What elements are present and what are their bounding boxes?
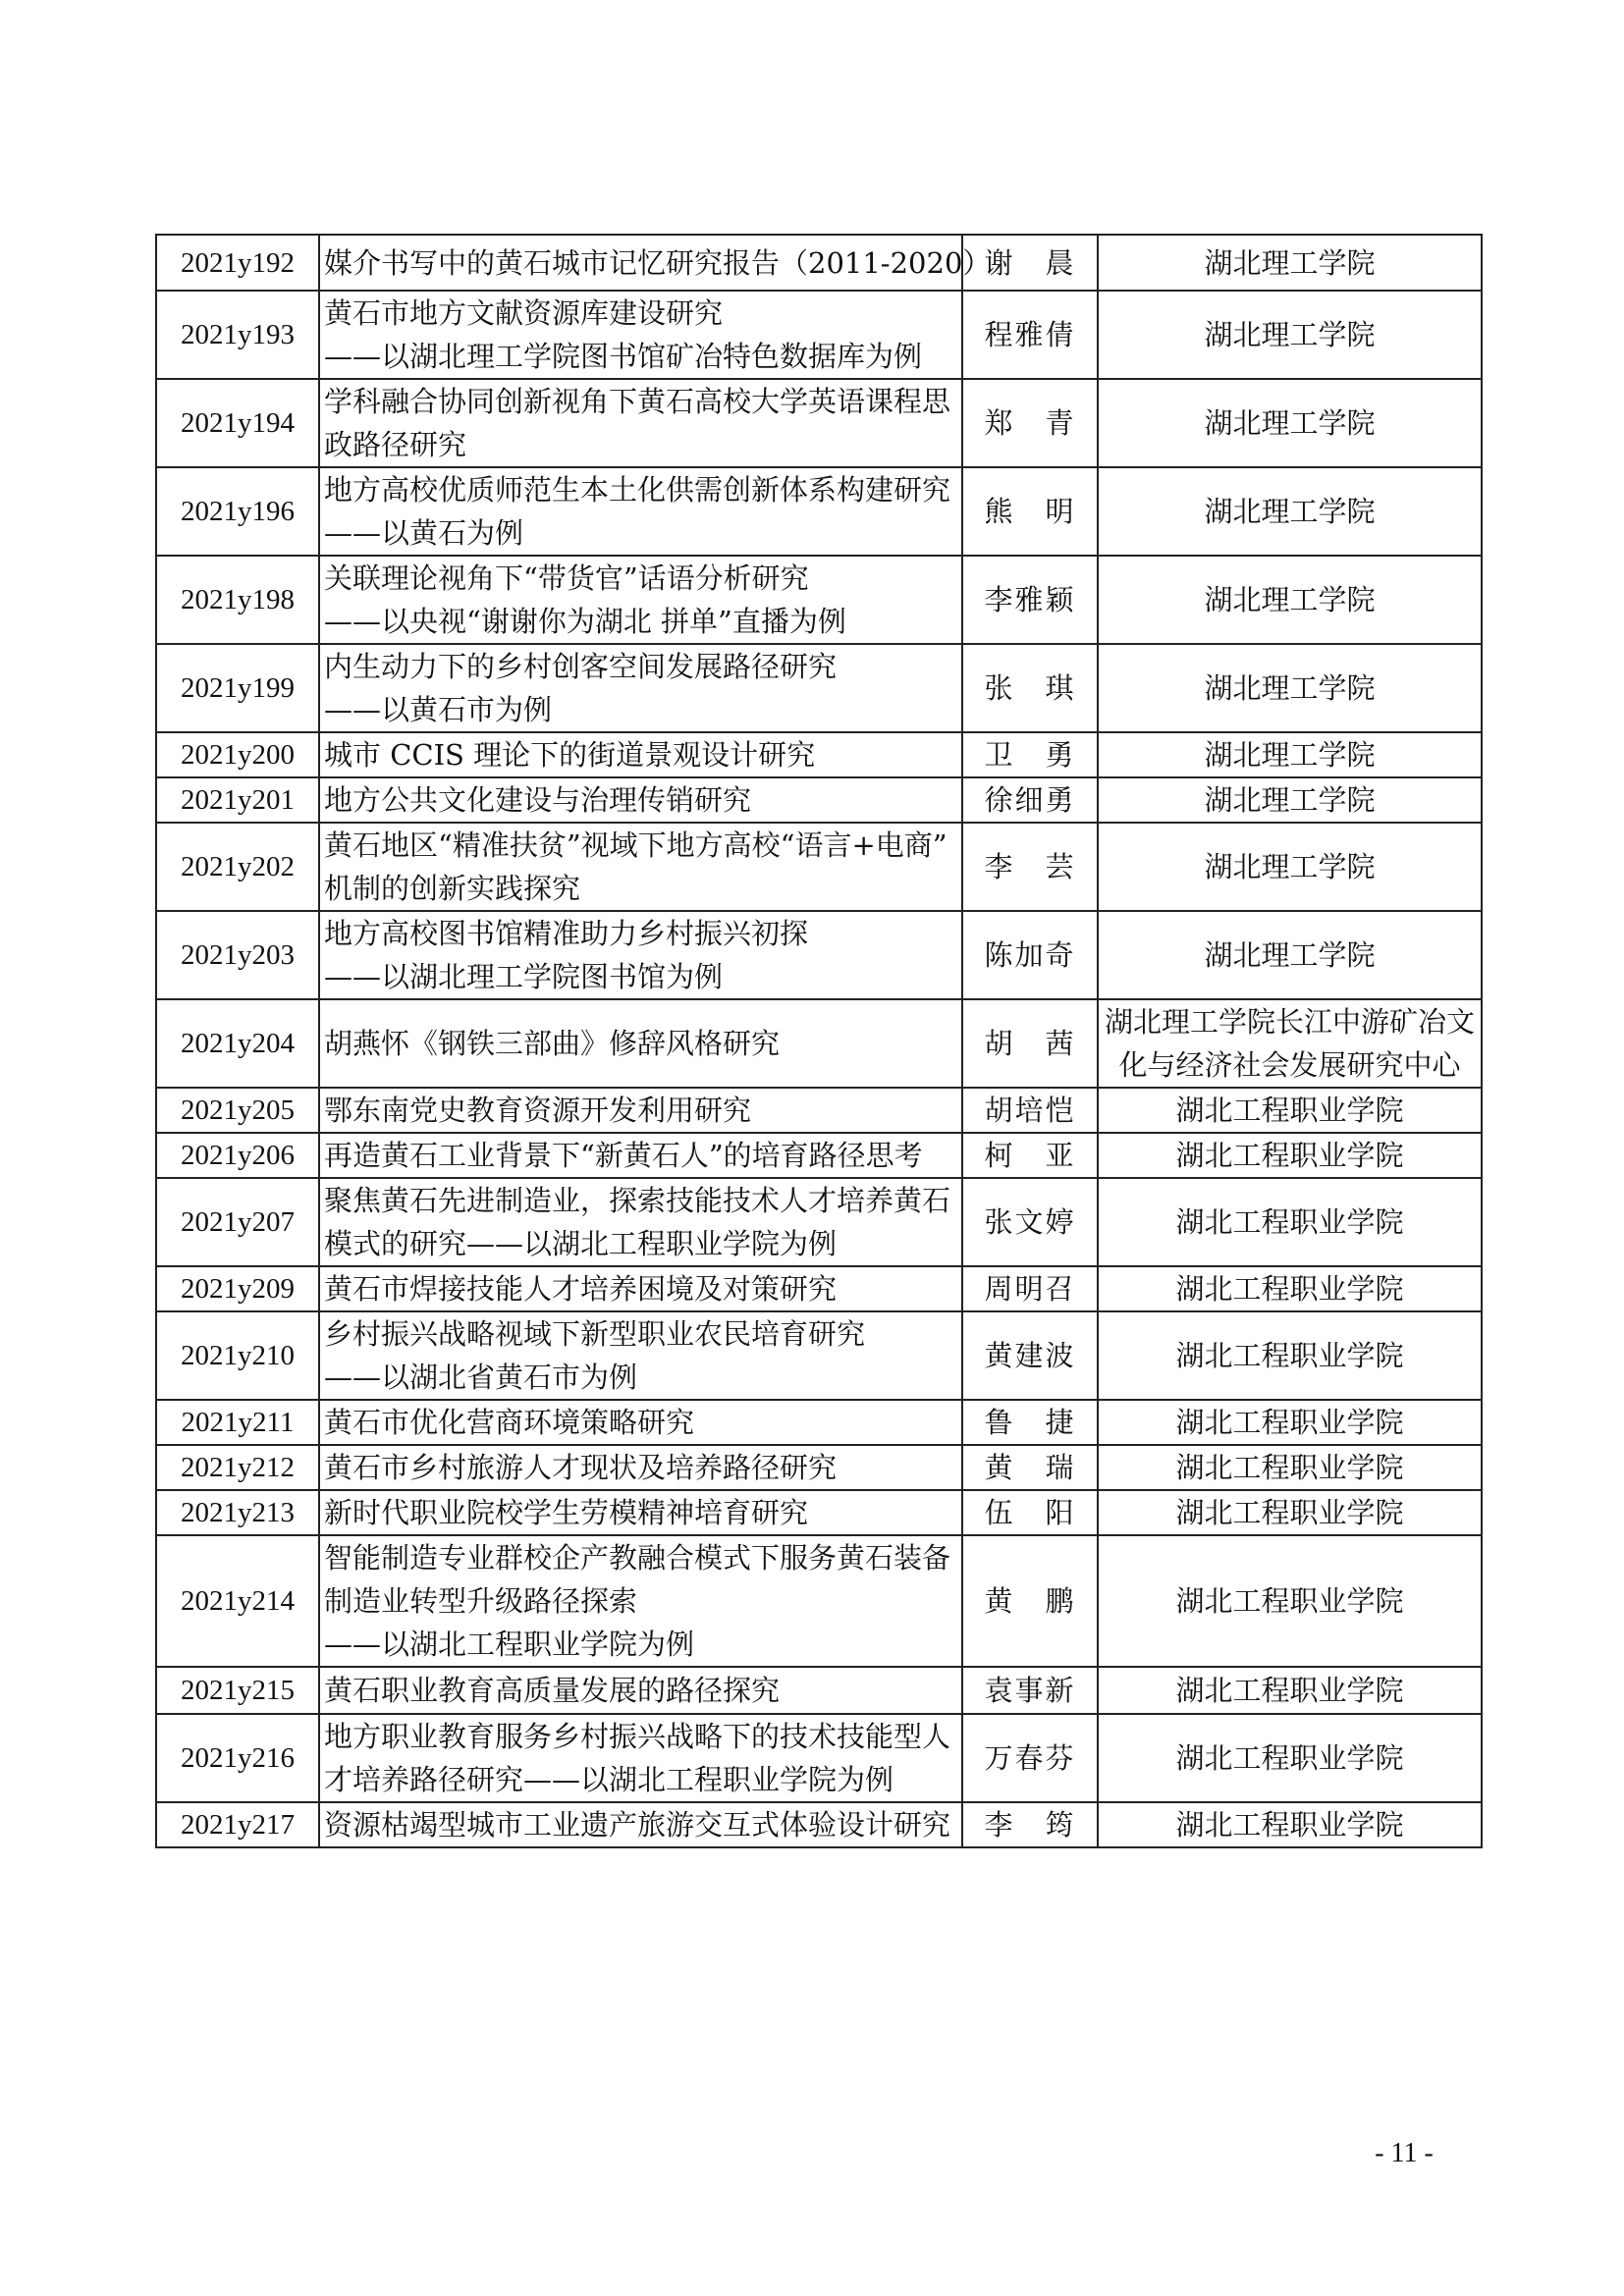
institution-line: 湖北工程职业学院 bbox=[1175, 1496, 1404, 1529]
project-title-cell bbox=[319, 1667, 962, 1714]
institution-cell bbox=[1098, 379, 1482, 467]
project-title-line: 地方高校图书馆精准助力乡村振兴初探 bbox=[324, 917, 809, 950]
institution-line: 湖北理工学院 bbox=[1204, 850, 1376, 883]
institution-line: 湖北工程职业学院 bbox=[1175, 1674, 1404, 1707]
project-title-cell bbox=[319, 1178, 962, 1266]
project-title-cell bbox=[319, 732, 962, 777]
project-title-cell bbox=[319, 379, 962, 467]
institution-line: 湖北工程职业学院 bbox=[1175, 1272, 1404, 1306]
institution-line: 湖北理工学院 bbox=[1204, 783, 1376, 817]
project-id-cell: 2021y209 bbox=[156, 1266, 319, 1311]
institution-cell bbox=[1098, 235, 1482, 291]
project-title-line: 黄石市优化营商环境策略研究 bbox=[324, 1406, 695, 1439]
project-leader-cell: 李 芸 bbox=[962, 823, 1098, 911]
project-leader-cell: 李 筠 bbox=[962, 1802, 1098, 1847]
institution-cell bbox=[1098, 644, 1482, 732]
project-title-cell bbox=[319, 1311, 962, 1400]
table-row bbox=[156, 644, 1482, 732]
table-row bbox=[156, 1714, 1482, 1802]
project-leader-cell: 李雅颖 bbox=[962, 556, 1098, 644]
project-title-cell bbox=[319, 1133, 962, 1178]
project-title-cell bbox=[319, 1400, 962, 1445]
institution-cell bbox=[1098, 1714, 1482, 1802]
project-id-cell: 2021y214 bbox=[156, 1535, 319, 1667]
project-title-line: ——以湖北理工学院图书馆为例 bbox=[324, 960, 724, 993]
institution-line: 湖北工程职业学院 bbox=[1175, 1451, 1404, 1484]
table-row bbox=[156, 291, 1482, 379]
table-row bbox=[156, 1802, 1482, 1847]
institution-cell bbox=[1098, 1802, 1482, 1847]
project-id-cell: 2021y193 bbox=[156, 291, 319, 379]
project-id-cell: 2021y213 bbox=[156, 1490, 319, 1535]
institution-cell bbox=[1098, 467, 1482, 556]
project-title-line: 政路径研究 bbox=[324, 428, 467, 461]
institution-cell bbox=[1098, 823, 1482, 911]
institution-line: 湖北理工学院 bbox=[1204, 318, 1376, 351]
project-title-cell bbox=[319, 467, 962, 556]
institution-cell bbox=[1098, 777, 1482, 823]
project-title-line: 黄石市乡村旅游人才现状及培养路径研究 bbox=[324, 1451, 838, 1484]
institution-cell bbox=[1098, 1266, 1482, 1311]
project-id-cell: 2021y194 bbox=[156, 379, 319, 467]
project-title-cell bbox=[319, 1802, 962, 1847]
project-title-cell bbox=[319, 235, 992, 291]
project-leader-cell: 万春芬 bbox=[962, 1714, 1098, 1802]
project-title-line: 黄石职业教育高质量发展的路径探究 bbox=[324, 1674, 781, 1707]
project-title-line: 再造黄石工业背景下“新黄石人”的培育路径思考 bbox=[324, 1139, 923, 1172]
project-title-line: 地方公共文化建设与治理传销研究 bbox=[324, 783, 752, 817]
project-title-line: 城市 CCIS 理论下的街道景观设计研究 bbox=[324, 738, 816, 772]
table-row bbox=[156, 1490, 1482, 1535]
project-title-cell bbox=[319, 1088, 962, 1133]
table-row bbox=[156, 1667, 1482, 1714]
project-id-cell: 2021y201 bbox=[156, 777, 319, 823]
project-id-cell: 2021y216 bbox=[156, 1714, 319, 1802]
table-row bbox=[156, 556, 1482, 644]
table-row bbox=[156, 1088, 1482, 1133]
project-leader-cell: 熊 明 bbox=[962, 467, 1098, 556]
table-row bbox=[156, 777, 1482, 823]
institution-line: 化与经济社会发展研究中心 bbox=[1118, 1048, 1461, 1082]
project-title-line: 资源枯竭型城市工业遗产旅游交互式体验设计研究 bbox=[324, 1808, 951, 1842]
project-id-cell: 2021y192 bbox=[156, 235, 319, 291]
project-leader-cell: 鲁 捷 bbox=[962, 1400, 1098, 1445]
project-id-cell: 2021y211 bbox=[156, 1400, 319, 1445]
project-id-cell: 2021y196 bbox=[156, 467, 319, 556]
project-leader-cell: 徐细勇 bbox=[962, 777, 1098, 823]
table-row bbox=[156, 732, 1482, 777]
project-title-cell bbox=[319, 1535, 962, 1667]
table-row bbox=[156, 1535, 1482, 1667]
project-title-cell bbox=[319, 291, 962, 379]
project-title-cell bbox=[319, 1714, 962, 1802]
table-row bbox=[156, 235, 1482, 291]
table-row bbox=[156, 823, 1482, 911]
project-title-line: 鄂东南党史教育资源开发利用研究 bbox=[324, 1094, 752, 1127]
institution-cell bbox=[1098, 1311, 1482, 1400]
project-title-line: 胡燕怀《钢铁三部曲》修辞风格研究 bbox=[324, 1027, 781, 1060]
project-leader-cell: 黄 鹏 bbox=[962, 1535, 1098, 1667]
institution-cell bbox=[1098, 1178, 1482, 1266]
project-leader-cell: 程雅倩 bbox=[962, 291, 1098, 379]
project-title-line: 机制的创新实践探究 bbox=[324, 872, 581, 905]
institution-line: 湖北工程职业学院 bbox=[1175, 1406, 1404, 1439]
institution-cell bbox=[1098, 556, 1482, 644]
institution-cell bbox=[1098, 1400, 1482, 1445]
project-title-line: 学科融合协同创新视角下黄石高校大学英语课程思 bbox=[324, 385, 951, 418]
institution-cell bbox=[1098, 911, 1482, 999]
institution-line: 湖北工程职业学院 bbox=[1175, 1205, 1404, 1239]
institution-line: 湖北理工学院 bbox=[1204, 671, 1376, 705]
project-id-cell: 2021y199 bbox=[156, 644, 319, 732]
institution-line: 湖北理工学院 bbox=[1204, 583, 1376, 616]
project-title-line: 黄石市焊接技能人才培养困境及对策研究 bbox=[324, 1272, 838, 1306]
table-row bbox=[156, 1133, 1482, 1178]
institution-line: 湖北工程职业学院 bbox=[1175, 1584, 1404, 1618]
project-id-cell: 2021y206 bbox=[156, 1133, 319, 1178]
project-leader-cell: 黄建波 bbox=[962, 1311, 1098, 1400]
project-title-line: 智能制造专业群校企产教融合模式下服务黄石装备 bbox=[324, 1541, 951, 1575]
project-id-cell: 2021y205 bbox=[156, 1088, 319, 1133]
project-id-cell: 2021y200 bbox=[156, 732, 319, 777]
project-id-cell: 2021y210 bbox=[156, 1311, 319, 1400]
table-row bbox=[156, 379, 1482, 467]
institution-cell bbox=[1098, 1088, 1482, 1133]
project-title-cell bbox=[319, 823, 962, 911]
table-row bbox=[156, 1445, 1482, 1490]
project-title-line: 媒介书写中的黄石城市记忆研究报告（2011-2020） bbox=[324, 245, 992, 280]
project-leader-cell: 袁事新 bbox=[962, 1667, 1098, 1714]
project-title-line: ——以黄石为例 bbox=[324, 516, 524, 550]
project-leader-cell: 谢 晨 bbox=[962, 235, 1098, 291]
project-title-line: 聚焦黄石先进制造业，探索技能技术人才培养黄石 bbox=[324, 1184, 951, 1217]
table-row bbox=[156, 467, 1482, 556]
institution-line: 湖北理工学院 bbox=[1204, 738, 1376, 772]
project-id-cell: 2021y204 bbox=[156, 999, 319, 1088]
project-id-cell: 2021y215 bbox=[156, 1667, 319, 1714]
project-leader-cell: 卫 勇 bbox=[962, 732, 1098, 777]
project-title-line: 地方高校优质师范生本土化供需创新体系构建研究 bbox=[324, 473, 951, 507]
project-leader-cell: 胡 茜 bbox=[962, 999, 1098, 1088]
table-row bbox=[156, 1311, 1482, 1400]
institution-cell bbox=[1098, 291, 1482, 379]
project-table bbox=[155, 234, 1483, 1848]
project-title-cell bbox=[319, 999, 962, 1088]
project-title-line: 内生动力下的乡村创客空间发展路径研究 bbox=[324, 650, 838, 683]
project-id-cell: 2021y207 bbox=[156, 1178, 319, 1266]
project-title-line: 黄石市地方文献资源库建设研究 bbox=[324, 296, 724, 330]
project-table-body bbox=[156, 235, 1482, 1847]
institution-line: 湖北理工学院 bbox=[1204, 495, 1376, 528]
project-leader-cell: 陈加奇 bbox=[962, 911, 1098, 999]
institution-cell bbox=[1098, 1445, 1482, 1490]
project-title-line: 乡村振兴战略视域下新型职业农民培育研究 bbox=[324, 1317, 866, 1351]
project-id-cell: 2021y212 bbox=[156, 1445, 319, 1490]
project-title-line: 模式的研究——以湖北工程职业学院为例 bbox=[324, 1227, 838, 1260]
project-title-cell bbox=[319, 1490, 962, 1535]
project-title-line: 黄石地区“精准扶贫”视域下地方高校“语言+电商” bbox=[324, 828, 947, 862]
project-leader-cell: 郑 青 bbox=[962, 379, 1098, 467]
project-title-cell bbox=[319, 644, 962, 732]
project-title-cell bbox=[319, 1266, 962, 1311]
institution-line: 湖北工程职业学院 bbox=[1175, 1094, 1404, 1127]
project-title-line: 制造业转型升级路径探索 bbox=[324, 1584, 638, 1618]
project-leader-cell: 伍 阳 bbox=[962, 1490, 1098, 1535]
project-title-line: ——以黄石市为例 bbox=[324, 693, 553, 726]
institution-line: 湖北工程职业学院 bbox=[1175, 1139, 1404, 1172]
table-row bbox=[156, 999, 1482, 1088]
project-title-cell bbox=[319, 1445, 962, 1490]
project-title-line: 新时代职业院校学生劳模精神培育研究 bbox=[324, 1496, 809, 1529]
project-id-cell: 2021y202 bbox=[156, 823, 319, 911]
institution-cell bbox=[1098, 732, 1482, 777]
project-title-cell bbox=[319, 911, 962, 999]
project-title-line: ——以央视“谢谢你为湖北 拼单”直播为例 bbox=[324, 605, 846, 638]
institution-line: 湖北理工学院 bbox=[1204, 938, 1376, 972]
project-title-line: 关联理论视角下“带货官”话语分析研究 bbox=[324, 561, 809, 595]
table-row bbox=[156, 1400, 1482, 1445]
table-row bbox=[156, 911, 1482, 999]
table-row bbox=[156, 1266, 1482, 1311]
project-title-line: 地方职业教育服务乡村振兴战略下的技术技能型人 bbox=[324, 1720, 951, 1753]
project-title-cell bbox=[319, 556, 962, 644]
table-row bbox=[156, 1178, 1482, 1266]
institution-line: 湖北工程职业学院 bbox=[1175, 1808, 1404, 1842]
project-leader-cell: 黄 瑞 bbox=[962, 1445, 1098, 1490]
page-number: - 11 - bbox=[1375, 2138, 1434, 2168]
project-leader-cell: 张 琪 bbox=[962, 644, 1098, 732]
project-title-line: ——以湖北省黄石市为例 bbox=[324, 1361, 638, 1394]
project-leader-cell: 周明召 bbox=[962, 1266, 1098, 1311]
institution-line: 湖北理工学院 bbox=[1204, 245, 1376, 280]
institution-line: 湖北理工学院长江中游矿冶文 bbox=[1104, 1005, 1475, 1039]
project-title-line: ——以湖北理工学院图书馆矿冶特色数据库为例 bbox=[324, 340, 923, 373]
project-leader-cell: 张文婷 bbox=[962, 1178, 1098, 1266]
institution-cell bbox=[1098, 1133, 1482, 1178]
institution-line: 湖北工程职业学院 bbox=[1175, 1339, 1404, 1372]
project-title-line: 才培养路径研究——以湖北工程职业学院为例 bbox=[324, 1763, 894, 1796]
project-leader-cell: 胡培恺 bbox=[962, 1088, 1098, 1133]
institution-line: 湖北工程职业学院 bbox=[1175, 1741, 1404, 1775]
institution-cell bbox=[1098, 1667, 1482, 1714]
project-id-cell: 2021y203 bbox=[156, 911, 319, 999]
project-title-cell bbox=[319, 777, 962, 823]
institution-line: 湖北理工学院 bbox=[1204, 406, 1376, 440]
institution-cell bbox=[1098, 1535, 1482, 1667]
project-title-line: ——以湖北工程职业学院为例 bbox=[324, 1628, 695, 1661]
project-id-cell: 2021y217 bbox=[156, 1802, 319, 1847]
project-leader-cell: 柯 亚 bbox=[962, 1133, 1098, 1178]
institution-cell bbox=[1098, 999, 1482, 1088]
institution-cell bbox=[1098, 1490, 1482, 1535]
project-id-cell: 2021y198 bbox=[156, 556, 319, 644]
